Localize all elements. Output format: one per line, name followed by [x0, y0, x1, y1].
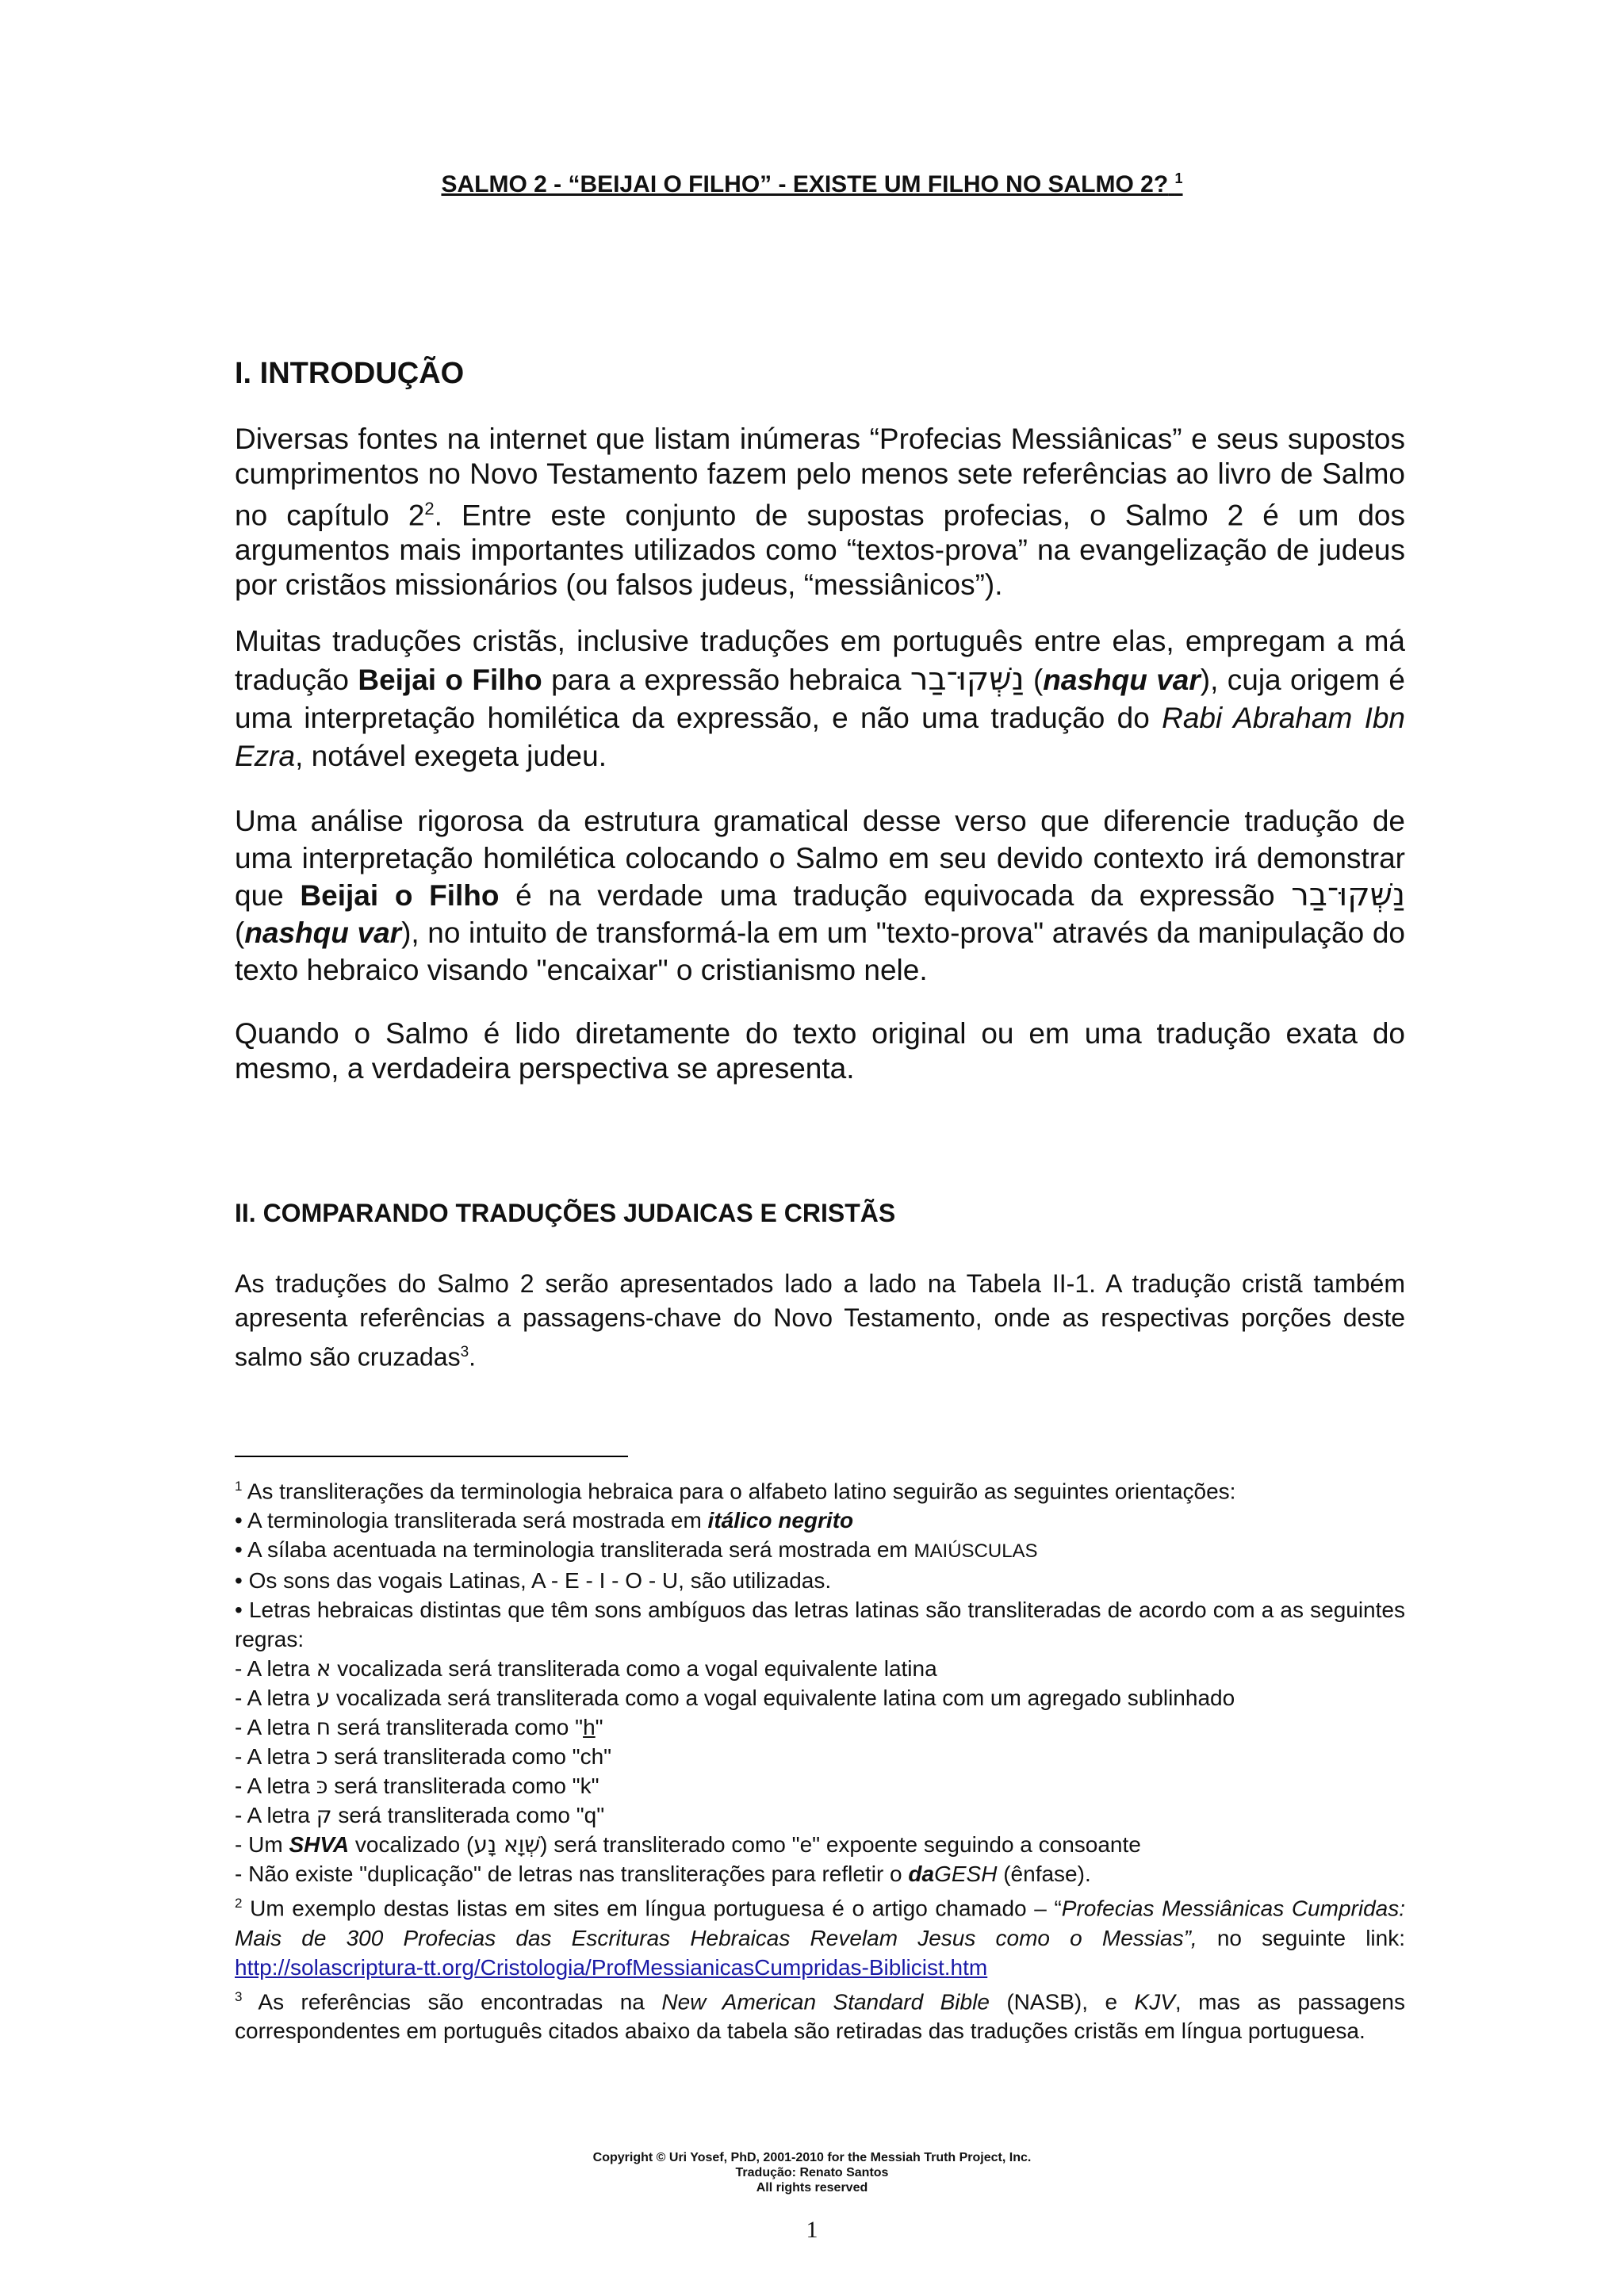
footnote-separator [235, 1456, 628, 1457]
footnote-2: $^2$ Um exemplo destas listas em sites em língua portuguesa é o artigo chamado – “Profecias Messiânicas Cumpridas: Mais de 300 Profecias das Escrituras Hebraicas Revelam Jesus como o Messias”, no seguinte link: http://solascriptura-tt.org/Cristologia/ProfMessianicasCumpridas-Biblicist.htm [235, 1896, 1405, 1980]
paragraph: As traduções do Salmo 2 serão apresentados lado a lado na Tabela II-1. A tradução cristã também apresenta referências a passagens-chave do Novo Testamento, onde as respectivas porções deste salmo são cruzadas$^3$. [235, 1269, 1405, 1372]
paragraph: Quando o Salmo é lido diretamente do texto original ou em uma tradução exata do mesmo, a verdadeira perspectiva se apresenta. [235, 1017, 1405, 1085]
bold-term: Beijai o Filho [358, 664, 542, 696]
footnote-1: $^1$ As transliterações da terminologia hebraica para o alfabeto latino seguirão as seguintes orientações: [235, 1479, 1236, 1504]
footnotes [235, 1471, 1405, 2045]
list-item: - A letra כּ será transliterada como "k" [235, 1773, 599, 1800]
section-heading-comparison: II. COMPARANDO TRADUÇÕES JUDAICAS E CRISTÃS [235, 1199, 896, 1227]
list-item: • A terminologia transliterada será mostrada em itálico negrito [235, 1508, 854, 1533]
copyright-footer: Copyright © Uri Yosef, PhD, 2001-2010 for the Messiah Truth Project, Inc. Tradução: Renato Santos All rights reserved [592, 2151, 1032, 2195]
transliteration: nashqu var [244, 916, 402, 949]
footnote-3: $^3$ As referências são encontradas na New American Standard Bible (NASB), e KJV, mas as passagens correspondentes em português citados abaixo da tabela são retiradas das traduções cristãs em língua portuguesa. [235, 1988, 1405, 2043]
transliteration: nashqu var [1043, 664, 1201, 696]
paragraph: Uma análise rigorosa da estrutura gramatical desse verso que diferencie tradução de uma interpretação homilética colocando o Salmo em seu devido contexto irá demonstrar que Beijai o Filho é na verdade uma tradução equivocada da expressão נַשְּׁקוּ־בַר (nashqu var), no intuito de transformá-la em um "texto-prova" através da manipulação do texto hebraico visando "encaixar" o cristianismo nele. [235, 805, 1405, 986]
footnote-ref[interactable]: 3 [460, 1344, 469, 1360]
footnote-link[interactable]: http://solascriptura-tt.org/Cristologia/ProfMessianicasCumpridas-Biblicist.htm [235, 1954, 988, 1980]
paragraph: Muitas traduções cristãs, inclusive traduções em português entre elas, empregam a má tradução Beijai o Filho para a expressão hebraica נַשְּׁקוּ־בַר (nashqu var), cuja origem é uma interpretação homilética da expressão, e não uma tradução do Rabi Abraham Ibn Ezra, notável exegeta judeu. [235, 625, 1406, 772]
footnote-ref[interactable]: 2 [424, 499, 435, 519]
page-number: 1 [806, 2217, 818, 2243]
list-item: • Os sons das vogais Latinas, A - E - I - O - U, são utilizadas. [235, 1568, 832, 1594]
bold-term: Beijai o Filho [300, 879, 500, 912]
list-item: - Não existe "duplicação" de letras nas transliterações para refletir o daGESH (ênfase). [235, 1862, 1091, 1887]
hebrew-phrase: נַשְּׁקוּ־בַר [910, 661, 1025, 698]
hebrew-phrase: נַשְּׁקוּ־בַר [1291, 877, 1405, 913]
italic-name: Rabi Abraham Ibn Ezra [235, 702, 1406, 772]
list-item: • A sílaba acentuada na terminologia transliterada será mostrada em MAIÚSCULAS [235, 1537, 1038, 1563]
paragraph: Diversas fontes na internet que listam inúmeras “Profecias Messiânicas” e seus supostos cumprimentos no Novo Testamento fazem pelo menos sete referências ao livro de Salmo no capítulo $2^2$. Entre este conjunto de supostas profecias, o Salmo 2 é um dos argumentos mais importantes utilizados como “textos-prova” na evangelização de judeus por cristãos missionários (ou falsos judeus, “messiânicos”). [235, 423, 1405, 602]
list-item: - A letra ח será transliterada como "h" [235, 1714, 603, 1741]
section-heading-intro: I. INTRODUÇÃO [235, 357, 465, 390]
list-item: - A letra ע vocalizada será transliterada como a vogal equivalente latina com um agregado sublinhado [235, 1685, 1235, 1712]
footnote-ref[interactable]: 1 [1174, 170, 1183, 186]
list-item: • Letras hebraicas distintas que têm sons ambíguos das letras latinas são transliteradas de acordo com a as seguintes regras: [235, 1598, 1405, 1652]
list-item: - Um SHVA vocalizado (שְׁוָא נָע) será transliterado como "e" expoente seguindo a consoante [235, 1831, 1141, 1858]
list-item: - A letra א vocalizada será transliterada como a vogal equivalente latina [235, 1655, 937, 1682]
list-item: - A letra כ será transliterada como "ch" [235, 1743, 612, 1770]
document-title: SALMO 2 - “BEIJAI O FILHO” - EXISTE UM FILHO NO SALMO 2? $^1$ [441, 170, 1183, 197]
list-item: - A letra ק será transliterada como "q" [235, 1802, 605, 1829]
